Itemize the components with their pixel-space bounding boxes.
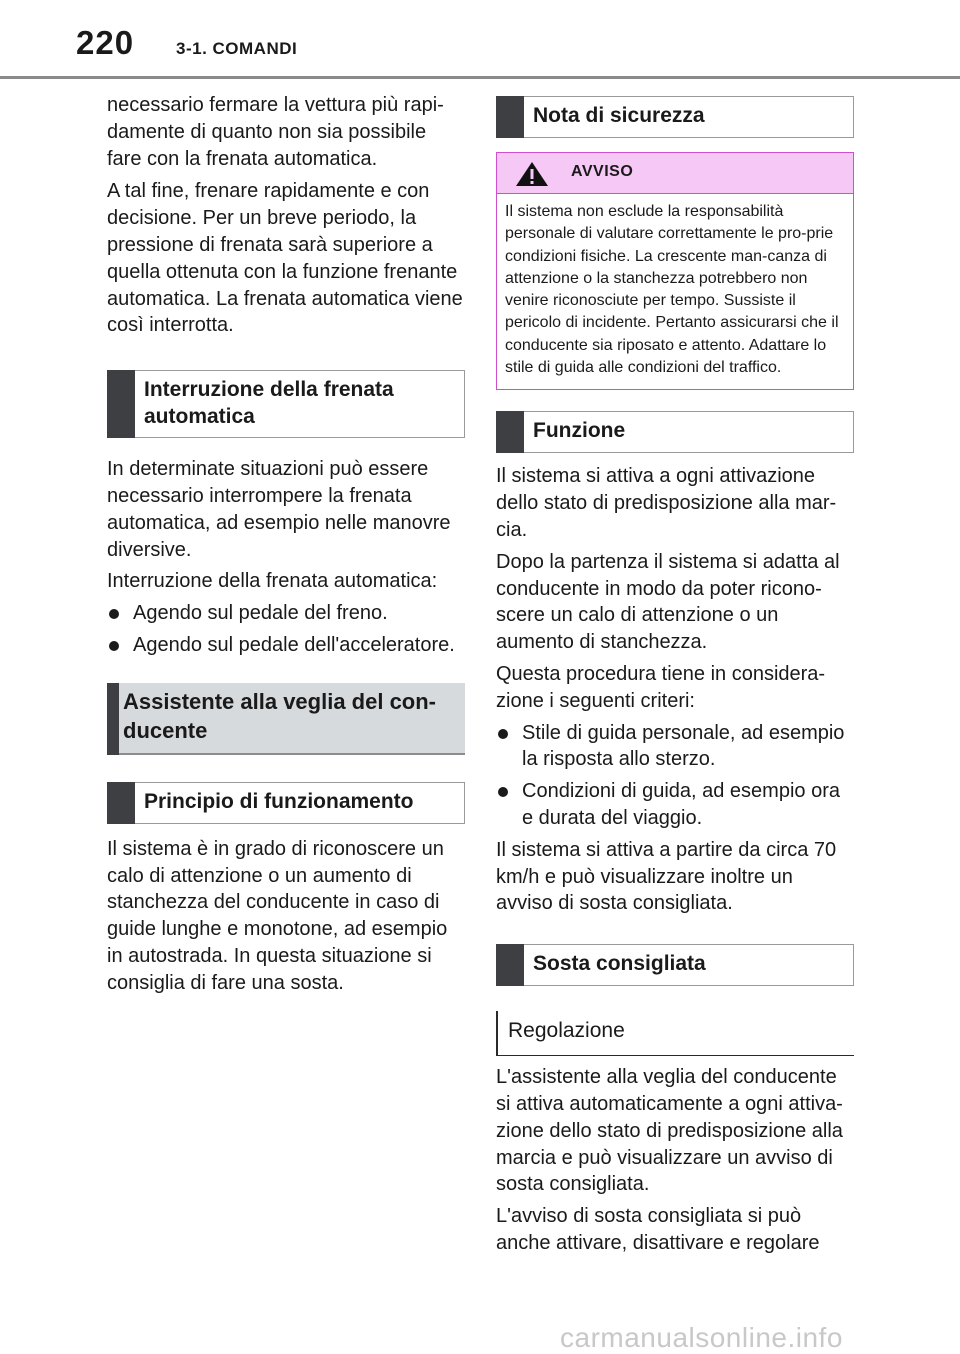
heading-sosta [496, 944, 854, 986]
watermark: carmanualsonline.info [560, 1322, 843, 1353]
heading-assistente-text: Assistente alla veglia del con-ducente [123, 688, 437, 743]
paragraph-funzione-4: Il sistema si attiva a partire da circa 70 km/h e può visualizzare inoltre un avviso di sosta consigliata. [496, 838, 837, 915]
page-number: 220 [76, 24, 135, 61]
paragraph-intro-1: necessario fermare la vettura più rapi-damente di quanto non sia possibile fare con la frenata automatica. [107, 94, 444, 170]
list-item: Agendo sul pedale del freno. [107, 600, 465, 627]
heading-bar [496, 411, 524, 453]
paragraph-interruzione-1: In determinate situazioni può essere necessario interrompere la frenata automatica, ad esempio nelle manovre diversive. [107, 458, 451, 561]
heading-principio [107, 782, 465, 824]
warning-box [496, 152, 854, 390]
paragraph-regolazione-1: L'assistente alla veglia del conducente si attiva automaticamente a ogni attiva-zione dello stato di predisposizione alla marcia e può visualizzare un avviso di sosta consigliata. [496, 1066, 843, 1196]
warning-label: AVVISO [571, 163, 634, 180]
paragraph-intro-2: A tal fine, frenare rapidamente e con decisione. Per un breve periodo, la pressione di frenata sarà superiore a quella ottenuta con la funzione frenante automatica. La frenata automatica viene così interrotta. [107, 180, 463, 337]
heading-bar [496, 944, 524, 986]
warning-text: Il sistema non esclude la responsabilità personale di valutare correttamente le pro-prie condizioni fisiche. La crescente man-canza di attenzione o la stanchezza potrebbero non venire riconosciute per tempo. Sussiste il pericolo di incidente. Pertanto assicurarsi che il conducente sia riposato e attento. Adattare lo stile di guida alle condizioni del traffico. [505, 203, 839, 377]
heading-principio-text: Principio di funzionamento [144, 789, 414, 813]
heading-bar [107, 683, 119, 755]
list-item: Condizioni di guida, ad esempio ora e durata del viaggio. [496, 778, 854, 832]
paragraph-funzione-3: Questa procedura tiene in considera-zione i seguenti criteri: [496, 662, 826, 712]
heading-nota [496, 96, 854, 138]
heading-funzione-text: Funzione [533, 419, 626, 443]
heading-sosta-text: Sosta consigliata [533, 952, 706, 976]
paragraph-funzione-2: Dopo la partenza il sistema si adatta al conducente in modo da poter ricono-scere un calo di attenzione o un aumento di stanchezza. [496, 550, 840, 654]
heading-nota-text: Nota di sicurezza [533, 104, 705, 127]
paragraph-regolazione-2: L'avviso di sosta consigliata si può anche attivare, disattivare e regolare [496, 1205, 820, 1254]
heading-bar [107, 782, 135, 824]
heading-interruzione [107, 370, 465, 438]
heading-assistente [107, 683, 465, 755]
right-column [496, 92, 854, 1262]
list-item: Stile di guida personale, ad esempio la risposta allo sterzo. [496, 720, 854, 774]
paragraph-principio: Il sistema è in grado di riconoscere un calo di attenzione o un aumento di stanchezza del conducente in caso di guide lunghe e monotone, ad esempio in autostrada. In questa situazione si consiglia di fare una sosta. [107, 837, 448, 994]
heading-bar [496, 96, 524, 138]
left-column [107, 92, 465, 1002]
header-divider [0, 76, 960, 79]
heading-regolazione: Regolazione [496, 1011, 854, 1056]
paragraph-funzione-1: Il sistema si attiva a ogni attivazione dello stato di predisposizione alla mar-cia. [496, 465, 837, 541]
heading-interruzione-text: Interruzione della frenata automatica [144, 378, 394, 429]
section-title: 3-1. COMANDI [176, 39, 298, 58]
heading-bar [107, 370, 135, 438]
warning-header [497, 153, 853, 194]
heading-funzione [496, 411, 854, 453]
warning-triangle-icon [515, 161, 549, 187]
page-header [0, 0, 960, 80]
list-item: Agendo sul pedale dell'acceleratore. [107, 632, 465, 659]
paragraph-interruzione-2: Interruzione della frenata automatica: [107, 570, 438, 593]
